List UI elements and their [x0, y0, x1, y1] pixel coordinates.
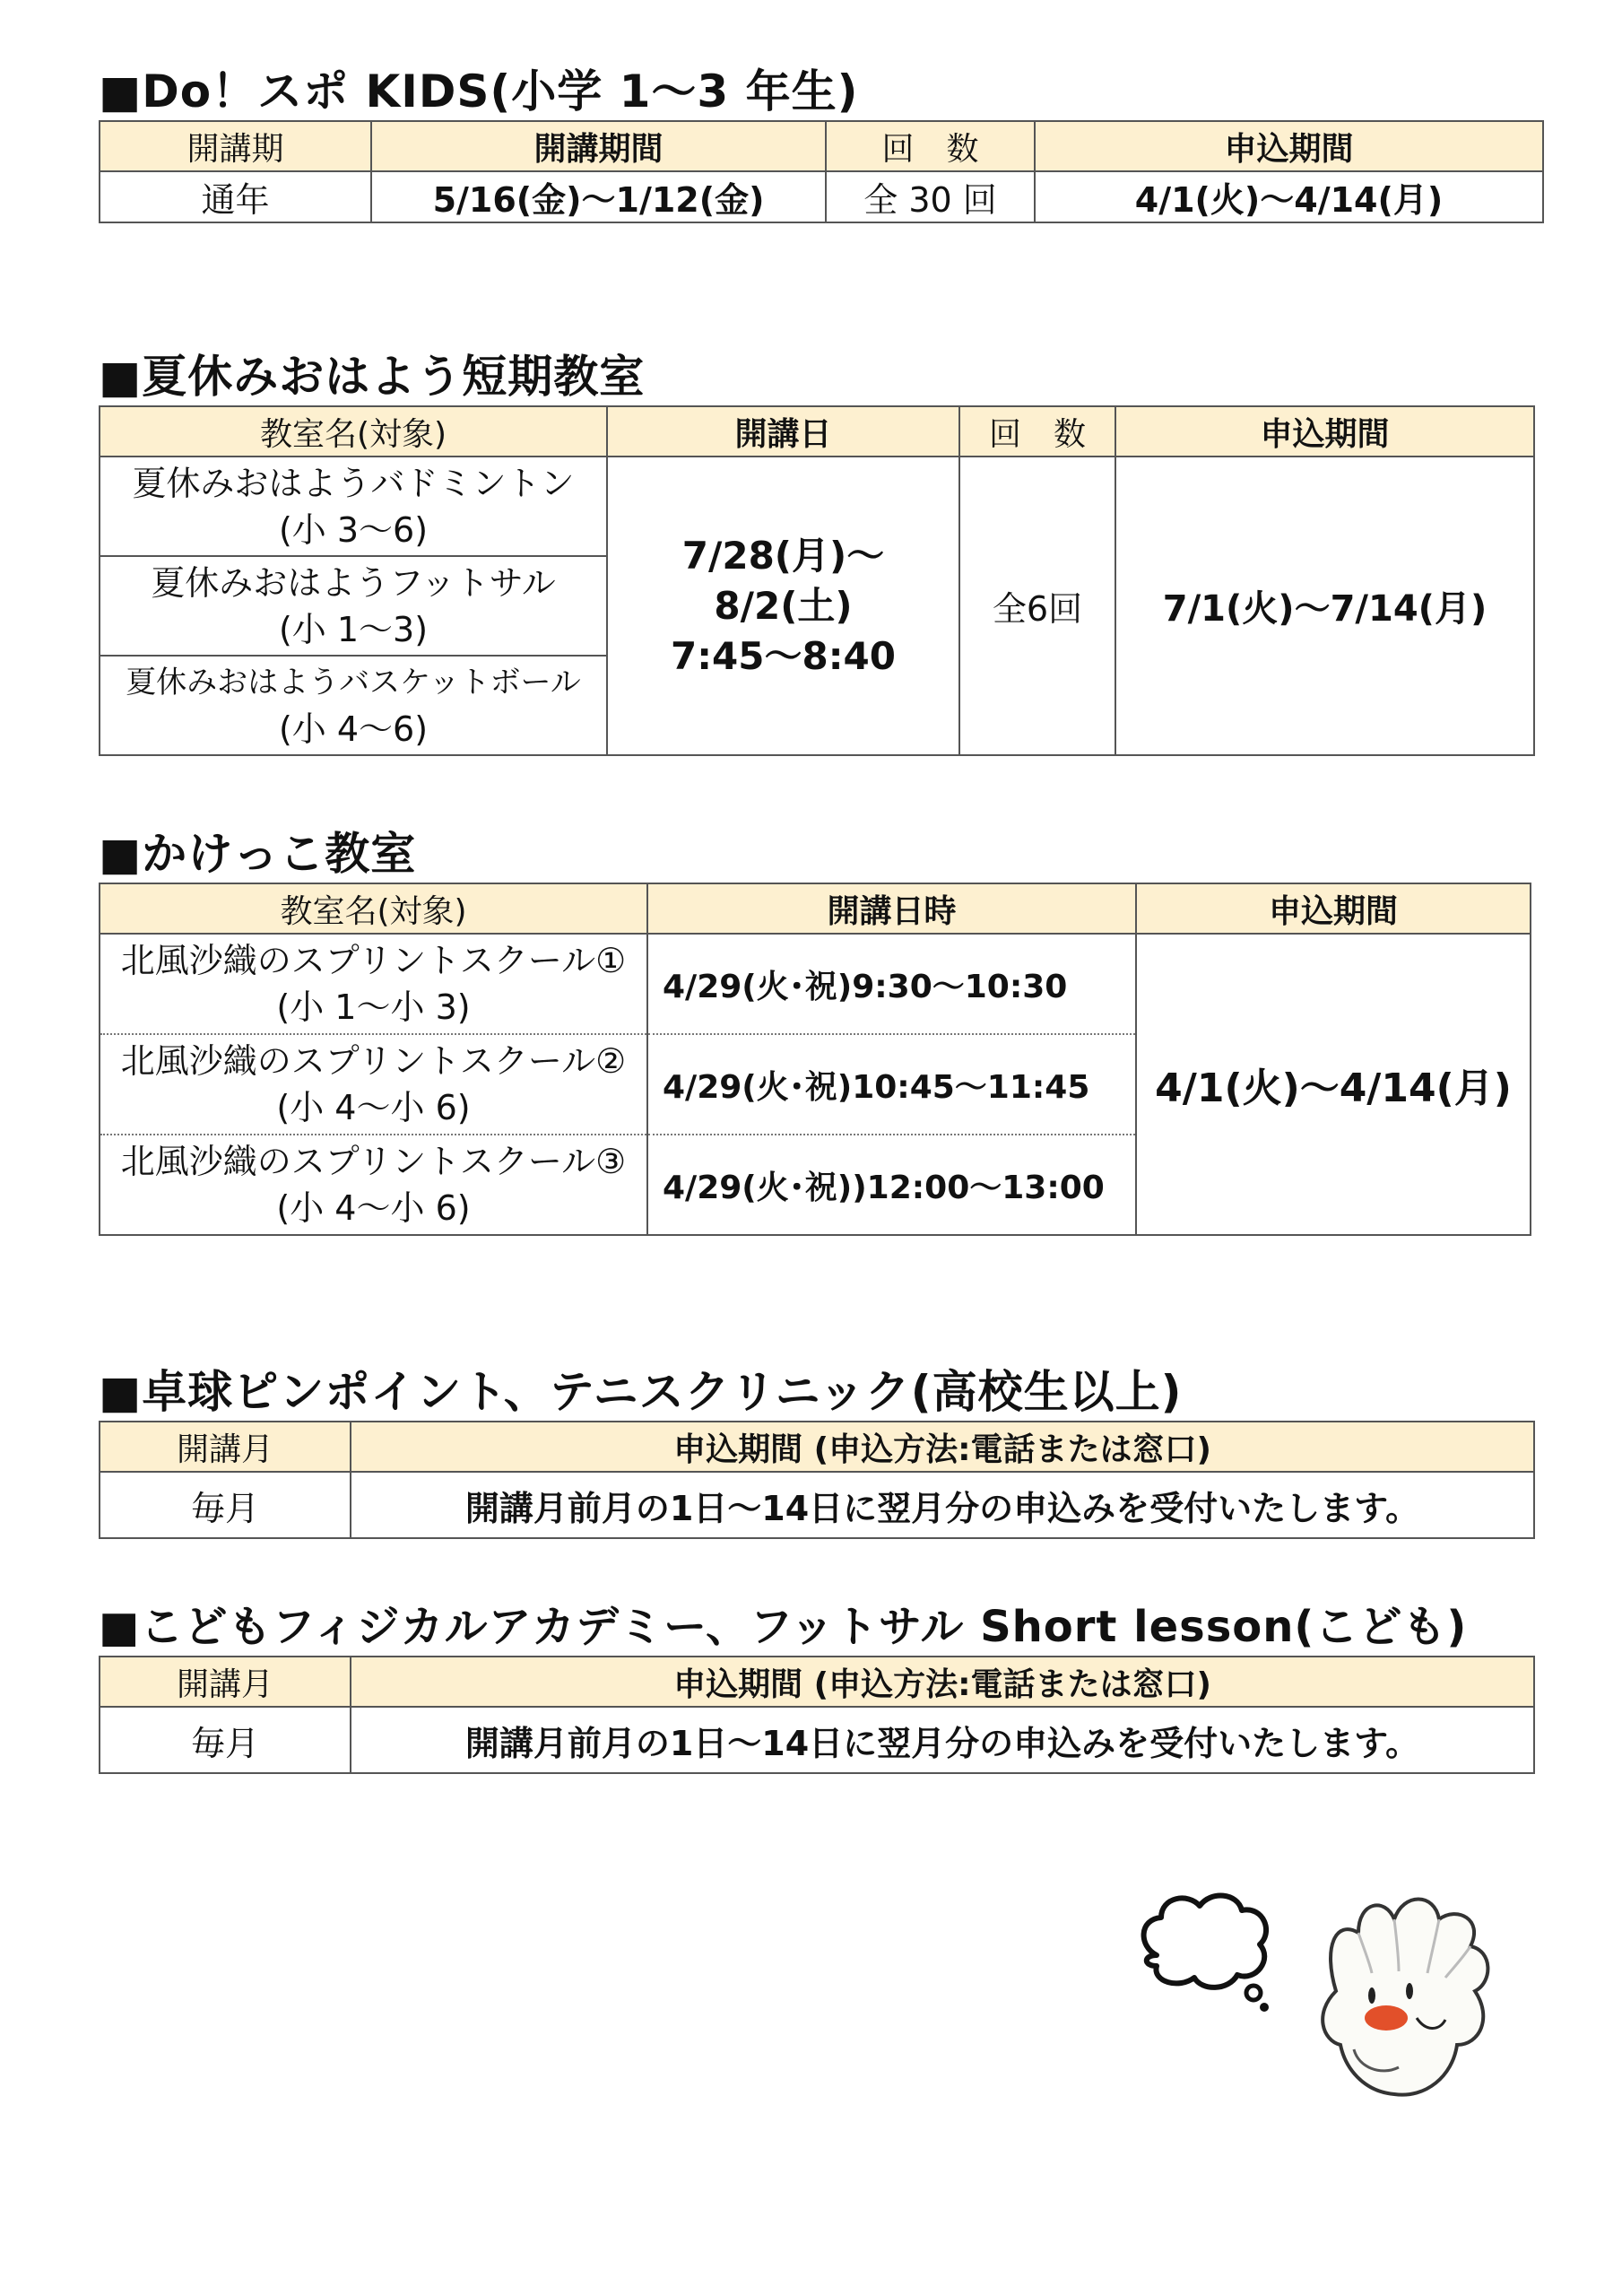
class-name-cell [100, 556, 607, 656]
class-name-cell [100, 1034, 647, 1135]
table-row [100, 1472, 1534, 1538]
section-do-spo-kids [99, 65, 1544, 223]
class-target: (小 4～小 6) [276, 1188, 471, 1228]
table-header-row [100, 1657, 1534, 1707]
datetime-cell: 4/29(火･祝)9:30～10:30 [647, 934, 1136, 1034]
header-cell: 回 数 [826, 121, 1035, 171]
table-row [100, 934, 1531, 1034]
class-target: (小 3～6) [278, 509, 429, 550]
mascot-illustration [1130, 1883, 1506, 2117]
header-cell: 開講日時 [647, 883, 1136, 934]
class-name-cell [100, 457, 607, 556]
class-name-cell [100, 656, 607, 755]
date-line: 8/2(土) [714, 583, 853, 628]
header-cell: 教室名(対象) [100, 883, 647, 934]
class-name: 北風沙織のスプリントスクール① [120, 941, 627, 980]
month-cell: 毎月 [100, 1707, 351, 1773]
table-row [100, 171, 1543, 222]
table-header-row [100, 1422, 1534, 1472]
class-target: (小 1～3) [278, 609, 429, 649]
header-cell: 開講日 [607, 406, 959, 457]
thought-bubble-icon [1144, 1896, 1269, 2012]
header-cell: 開講月 [100, 1657, 351, 1707]
month-cell: 毎月 [100, 1472, 351, 1538]
hand-mascot-icon [1323, 1900, 1488, 2095]
datetime-cell: 4/29(火･祝)10:45～11:45 [647, 1034, 1136, 1135]
date-range-cell: 5/16(金)～1/12(金) [371, 171, 826, 222]
class-name-cell [100, 1135, 647, 1235]
count-cell: 全6回 [959, 457, 1115, 755]
section-title: ■こどもフィジカルアカデミー、フットサル Short lesson(こども) [99, 1602, 1468, 1652]
header-cell: 開講期 [100, 121, 371, 171]
table-header-row [100, 883, 1531, 934]
schedule-table [99, 883, 1531, 1236]
section-title: ■Do！スポ KIDS(小学 1～3 年生) [99, 65, 859, 117]
section-title: ■卓球ピンポイント、テニスクリニック(高校生以上) [99, 1366, 1183, 1418]
schedule-table [99, 1656, 1535, 1774]
application-note-cell: 開講月前月の1日～14日に翌月分の申込みを受付いたします。 [351, 1472, 1534, 1538]
class-target: (小 4～6) [278, 709, 429, 749]
header-cell: 開講月 [100, 1422, 351, 1472]
header-cell: 申込期間 [1115, 406, 1534, 457]
term-cell: 通年 [100, 171, 371, 222]
section-title: ■夏休みおはよう短期教室 [99, 351, 646, 403]
section-running-class [99, 827, 1531, 1236]
class-name: 夏休みおはようフットサル [151, 562, 556, 603]
header-cell: 申込期間 (申込方法:電話または窓口) [351, 1657, 1534, 1707]
header-cell: 申込期間 [1035, 121, 1543, 171]
datetime-cell: 4/29(火･祝))12:00～13:00 [647, 1135, 1136, 1235]
time-line: 7:45～8:40 [671, 633, 896, 678]
application-period-cell: 4/1(火)～4/14(月) [1136, 934, 1531, 1235]
application-period-cell: 4/1(火)～4/14(月) [1035, 171, 1543, 222]
application-note-cell: 開講月前月の1日～14日に翌月分の申込みを受付いたします。 [351, 1707, 1534, 1773]
class-name: 北風沙織のスプリントスクール③ [120, 1142, 627, 1181]
header-cell: 回 数 [959, 406, 1115, 457]
class-name: 夏休みおはようバスケットボール [126, 664, 581, 700]
table-row [100, 1707, 1534, 1773]
table-row [100, 457, 1534, 556]
class-target: (小 4～小 6) [276, 1088, 471, 1127]
application-period-cell: 7/1(火)～7/14(月) [1115, 457, 1534, 755]
class-name: 夏休みおはようバドミントン [132, 463, 575, 503]
class-name: 北風沙織のスプリントスクール② [120, 1041, 627, 1081]
header-cell: 開講期間 [371, 121, 826, 171]
count-cell: 全 30 回 [826, 171, 1035, 222]
class-name-cell [100, 934, 647, 1034]
section-table-tennis-clinic [99, 1365, 1535, 1539]
class-target: (小 1～小 3) [276, 987, 471, 1027]
header-cell: 教室名(対象) [100, 406, 607, 457]
schedule-table [99, 1421, 1535, 1539]
table-header-row [100, 121, 1543, 171]
section-kids-physical-academy [99, 1600, 1535, 1774]
schedule-table [99, 120, 1544, 223]
section-summer-morning-class [99, 350, 1535, 756]
date-cell [607, 457, 959, 755]
schedule-table [99, 405, 1535, 756]
header-cell: 申込期間 (申込方法:電話または窓口) [351, 1422, 1534, 1472]
table-header-row [100, 406, 1534, 457]
header-cell: 申込期間 [1136, 883, 1531, 934]
section-title: ■かけっこ教室 [99, 828, 417, 880]
date-line: 7/28(月)～ [681, 533, 885, 578]
